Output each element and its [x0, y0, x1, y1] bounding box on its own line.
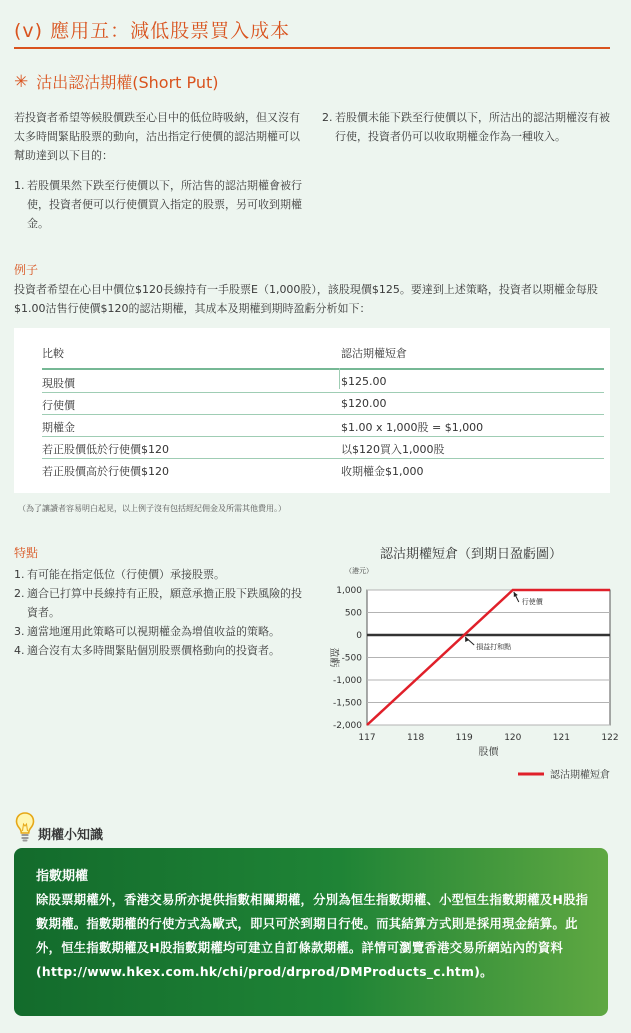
table-header-rule [42, 368, 604, 370]
example-label: 例子 [14, 263, 39, 277]
table-cell: 收期權金$1,000 [341, 465, 424, 478]
y-tick-label: -2,000 [332, 721, 362, 731]
item-text: 若股價果然下跌至行使價以下，所沽售的認沽期權會被行使，投資者便可以行使價買入指定的股票，另可收到期權金。 [27, 179, 302, 230]
table-row [42, 416, 604, 437]
box-title: 指數期權 [36, 869, 89, 884]
feature-item [14, 641, 304, 660]
feature-item [14, 622, 304, 641]
x-tick-label: 122 [601, 733, 619, 743]
table-cell: $125.00 [341, 375, 387, 388]
item-text: 適合沒有太多時間緊貼個別股票價格動向的投資者。 [27, 644, 280, 657]
item-number: 3. [14, 625, 25, 638]
y-tick-label: 500 [344, 608, 362, 619]
y-tick-label: 0 [356, 631, 362, 641]
table-cell: 若正股價低於行使價$120 [42, 443, 169, 456]
annotation-strike: 行使價 [521, 598, 543, 606]
item-text: 適當地運用此策略可以視期權金為增值收益的策略。 [27, 625, 280, 638]
intro-item-1 [14, 176, 304, 233]
item-text: 有可能在指定低位（行使價）承接股票。 [27, 568, 225, 581]
example-text: 投資者希望在心目中價位$120長線持有一手股票E（1,000股），該股現價$125。要達到上述策略，投資者以期權金每股$1.00沽售行使價$120的認沽期權，其成本及期權到期時盈虧分析如下： [14, 283, 598, 315]
y-tick-label: 1,000 [336, 586, 362, 596]
x-tick-label: 118 [407, 733, 425, 743]
item-number: 4. [14, 644, 25, 657]
section-heading [14, 70, 219, 93]
table-cell: $1.00 x 1,000股 = $1,000 [341, 421, 484, 434]
y-tick-label: -1,500 [332, 698, 362, 709]
table-cell: 若正股價高於行使價$120 [42, 465, 169, 478]
table-row [42, 394, 604, 415]
item-text: 適合已打算中長線持有正股，願意承擔正股下跌風險的投資者。 [27, 587, 302, 619]
table-cell: $120.00 [341, 397, 387, 410]
item-number: 1. [14, 568, 25, 581]
page-title: (v) 應用五：減低股票買入成本 [14, 20, 291, 42]
title-divider [14, 47, 610, 49]
x-tick-label: 119 [455, 733, 473, 743]
unit-label: （港元） [345, 567, 373, 575]
comparison-table [14, 328, 610, 493]
tip-title: 期權小知識 [38, 828, 104, 843]
annotation-breakeven: 損益打和點 [476, 643, 512, 651]
table-row [42, 438, 604, 459]
box-text: 除股票期權外，香港交易所亦提供指數相關期權，分別為恒生指數期權、小型恒生指數期權及H股指數期權。指數期權的行使方式為歐式，即只可於到期日行使。而其結算方式則是採用現金結算。此外，恒生指數期權及H股指數期權均可建立自訂條款期權。詳情可瀏覽香港交易所網站內的資料(http://www.hkex.com.hk/chi/prod/drprod/DMProducts_c.htm)。 [36, 893, 589, 979]
x-tick-label: 121 [552, 733, 570, 743]
y-tick-label: -1,000 [332, 676, 362, 686]
section-title: 沽出認沽期權(Short Put) [36, 73, 219, 92]
table-row [42, 460, 604, 481]
table-cell: 期權金 [42, 421, 75, 434]
table-header-compare: 比較 [42, 347, 64, 360]
table-cell: 現股價 [42, 377, 75, 390]
legend-label: 認沽期權短倉 [550, 770, 610, 781]
table-header-row [42, 342, 604, 363]
y-tick-label: -500 [341, 653, 362, 664]
feature-item [14, 565, 304, 584]
x-axis-label: 股價 [478, 747, 499, 758]
table-row-divider [42, 392, 604, 393]
intro-paragraph: 若投資者希望等候股價跌至心目中的低位時吸納，但又沒有太多時間緊貼股票的動向，沽出指定行使價的認沽期權可以幫助達到以下目的： [14, 111, 300, 162]
table-cell: 以$120買入1,000股 [341, 443, 445, 456]
table-cell: 行使價 [42, 399, 75, 412]
x-tick-label: 120 [504, 733, 522, 743]
x-tick-label: 117 [358, 733, 376, 743]
item-number: 1. [14, 179, 25, 192]
table-row-divider [42, 414, 604, 415]
item-number: 2. [322, 111, 333, 124]
item-number: 2. [14, 587, 25, 600]
footnote: （為了讓讀者容易明白起見，以上例子沒有包括經紀佣金及所需其他費用。） [18, 504, 286, 513]
table-row [42, 372, 604, 393]
table-row-divider [42, 458, 604, 459]
intro-item-2 [322, 108, 612, 146]
payoff-chart [312, 560, 626, 792]
item-text: 若股價未能下跌至行使價以下，所沽出的認沽期權沒有被行使，投資者仍可以收取期權金作為一種收入。 [335, 111, 610, 143]
chart-title: 認沽期權短倉（到期日盈虧圖） [379, 547, 562, 562]
table-header-short-put: 認沽期權短倉 [341, 347, 407, 360]
y-axis-label: 盈虧 [328, 647, 339, 668]
lightbulb-icon [14, 810, 36, 842]
features-label: 特點 [14, 546, 39, 560]
asterisk-icon: ✳ [14, 71, 29, 92]
index-options-box [14, 848, 608, 1016]
features-list [14, 565, 304, 660]
feature-item [14, 584, 304, 622]
table-row-divider [42, 436, 604, 437]
